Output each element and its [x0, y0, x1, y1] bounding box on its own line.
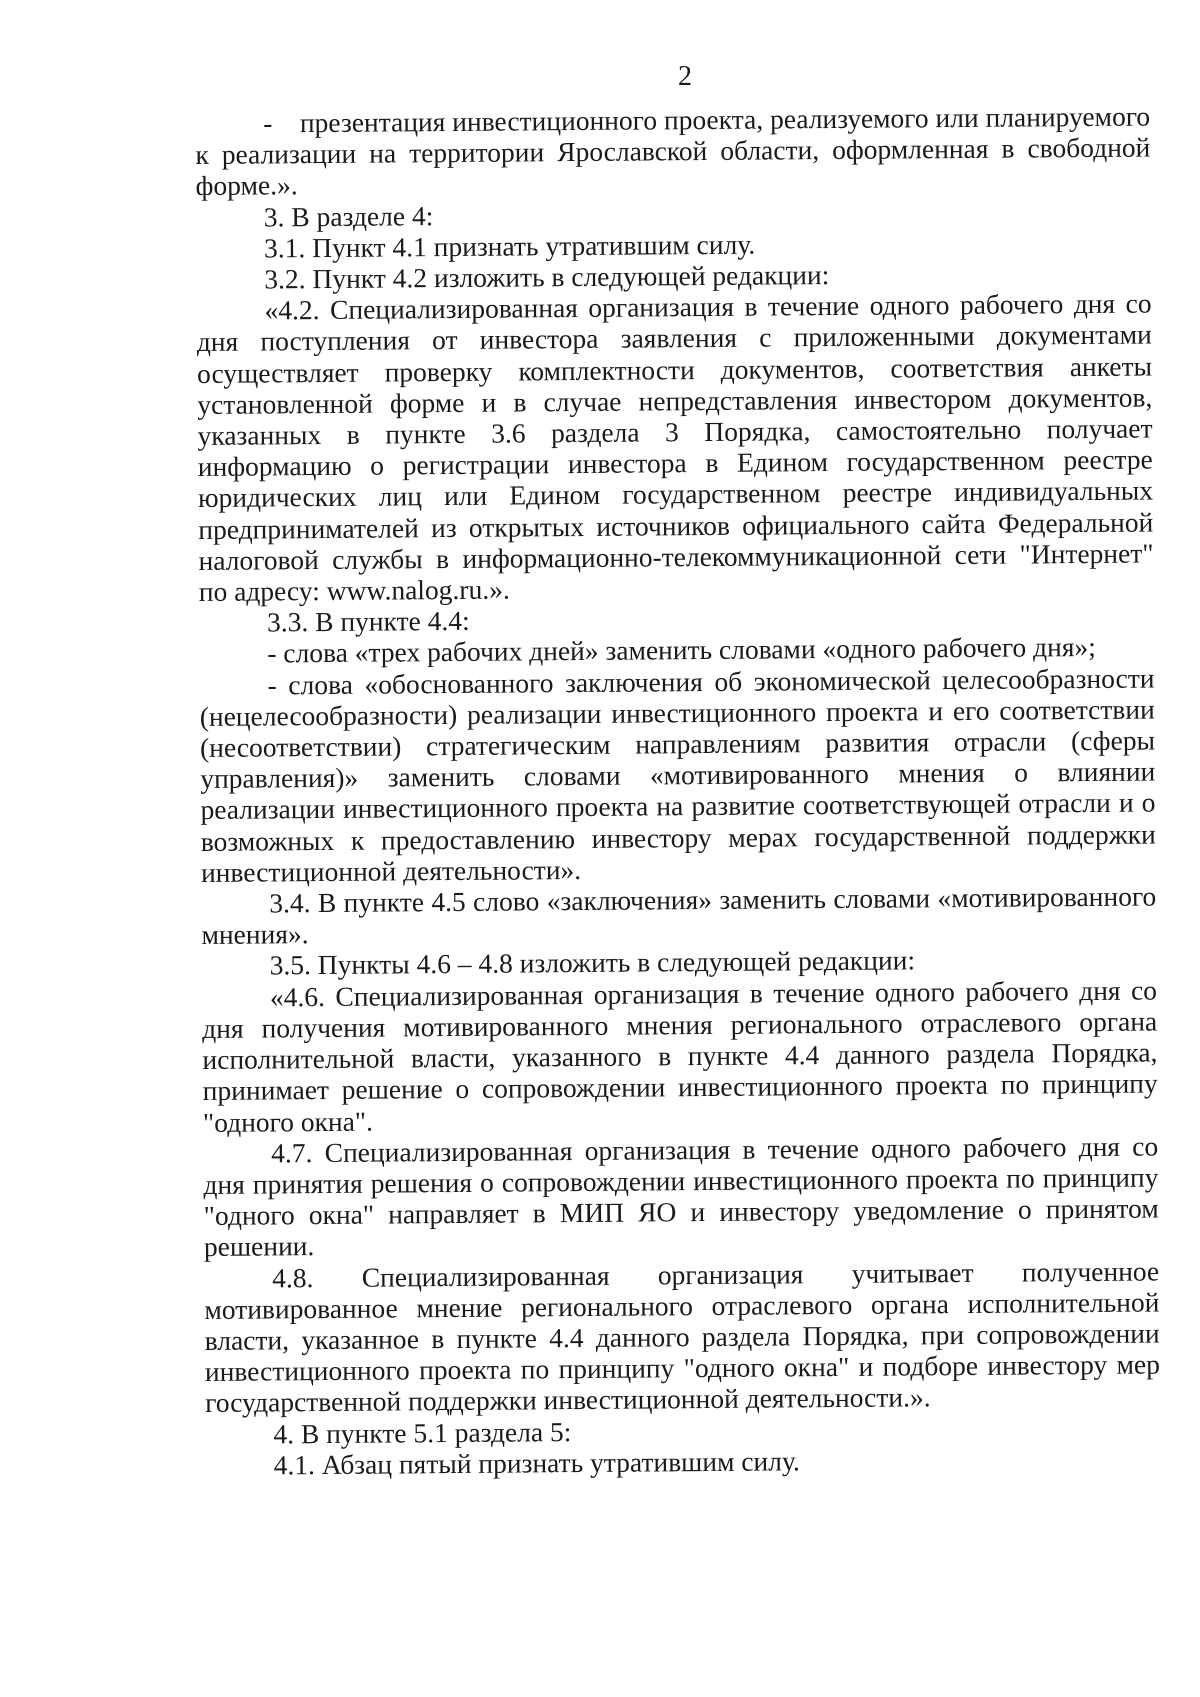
paragraph-3-4: 3.4. В пункте 4.5 слово «заключения» заменить словами «мотивированного мнения».: [201, 880, 1157, 951]
paragraph-presentation: - презентация инвестиционного проекта, реализуемого или планируемого к реализации на территории Ярославской области, оформленная в свободной форме.».: [195, 100, 1151, 202]
paragraph-4-1: 4.1. Абзац пятый признать утратившим силу.: [273, 1445, 800, 1481]
paragraph-3-1: 3.1. Пункт 4.1 признать утратившим силу.: [263, 228, 756, 264]
paragraph-3-3: 3.3. В пункте 4.4:: [266, 605, 470, 638]
paragraph-4-7-text: 4.7. Специализированная организация в течение одного рабочего дня со дня принятия решения о сопровождении инвестиционного проекта по принципу "одного окна" направляет в МИП ЯО и инвестору уведомление о принятом решении.: [203, 1130, 1159, 1263]
document-body: [195, 100, 1161, 1480]
paragraph-4-6-text: «4.6. Специализированная организация в течение одного рабочего дня со дня получения мотивированного мнения регионального отраслевого органа исполнительной власти, указанного в пункте 4.4 данного раздела Порядка, принимает решение о сопровождении инвестиционного проекта по принципу "одного окна".: [202, 974, 1158, 1138]
paragraph-3-5: 3.5. Пункты 4.6 – 4.8 изложить в следующей редакции:: [269, 944, 916, 981]
page-number: 2: [678, 61, 692, 92]
paragraph-dash-words-1: - слова «трех рабочих дней» заменить словами «одного рабочего дня»;: [267, 631, 1096, 669]
paragraph-4-8-text: 4.8. Специализированная организация учитывает полученное мотивированное мнение регионального отраслевого органа исполнительной власти, указанное в пункте 4.4 данного раздела Порядка, при сопровождении инвестиционного проекта по принципу "одного окна" и подборе инвестору мер государственной поддержки инвестиционной деятельности.».: [204, 1254, 1161, 1419]
paragraph-3-2: 3.2. Пункт 4.2 изложить в следующей редакции:: [264, 259, 830, 295]
paragraph-4: 4. В пункте 5.1 раздела 5:: [273, 1415, 572, 1449]
paragraph-4-2-text: «4.2. Специализированная организация в течение одного рабочего дня со дня поступления от инвестора заявления с приложенными документами осуществляет проверку комплектности документов, соответствия анкеты установленной форме и в случае непредставления инвестором документов, указанных в пункте 3.6 раздела 3 Порядка, самостоятельно получает информацию о регистрации инвестора в Едином государственном реестре юридических лиц или Едином государственном реестре индивидуальных предпринимателей из открытых источников официального сайта Федеральной налоговой службы в информационно-телекоммуникационной сети "Интернет" по адресу: www.nalog.ru.».: [196, 287, 1154, 608]
paragraph-dash-words-2: - слова «обоснованного заключения об экономической целесообразности (нецелесообразности) реализации инвестиционного проекта и его соответствии (несоответствии) стратегическим направлениям развития отрасли (сферы управления)» заменить словами «мотивированного мнения о влиянии реализации инвестиционного проекта на развитие соответствующей отрасли и о возможных к предоставлению инвестору мерах государственной поддержки инвестиционной деятельности».: [199, 662, 1156, 888]
paragraph-section-4: 3. В разделе 4:: [263, 199, 434, 233]
